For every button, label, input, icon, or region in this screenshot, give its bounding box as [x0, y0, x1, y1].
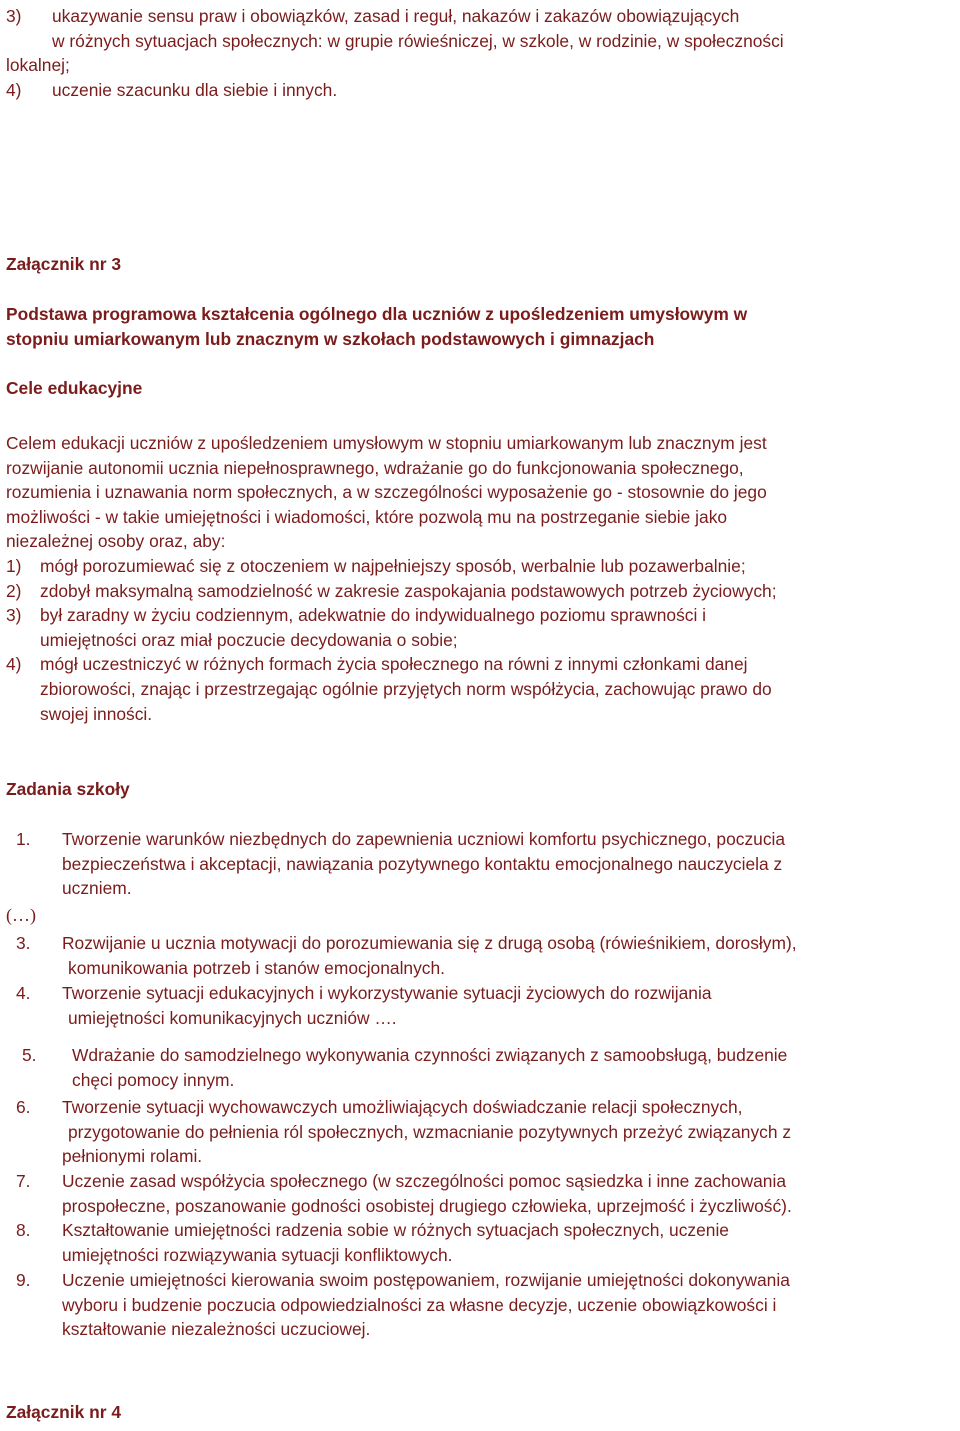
goal-number: 1) [6, 556, 22, 576]
top-list-item-4 [6, 78, 956, 103]
task-text: kształtowanie niezależności uczuciowej. [62, 1319, 371, 1340]
goal-text: mógł porozumiewać się z otoczeniem w najpełniejszy sposób, werbalnie lub pozawerbalnie; [40, 556, 746, 576]
task-text: Uczenie umiejętności kierowania swoim postępowaniem, rozwijanie umiejętności dokonywania [62, 1270, 790, 1290]
task-item-9 [6, 1268, 956, 1342]
task-text: bezpieczeństwa i akceptacji, nawiązania pozytywnego kontaktu emocjonalnego nauczyciela z [62, 853, 783, 874]
list-text-line: lokalnej; [6, 55, 70, 76]
task-text: Tworzenie sytuacji wychowawczych umożliwiających doświadczanie relacji społecznych, [62, 1097, 743, 1117]
list-text-line: w różnych sytuacjach społecznych: w grupie rówieśniczej, w szkole, w rodzinie, w społeczności [52, 30, 784, 51]
task-number: 8. [16, 1220, 31, 1240]
paragraph-line: niezależnej osoby oraz, aby: [6, 531, 226, 552]
goal-text: umiejętności oraz miał poczucie decydowania o sobie; [40, 629, 458, 650]
top-list-item-3 [6, 4, 956, 78]
task-text: pełnionymi rolami. [62, 1146, 203, 1167]
annex-3-heading: Załącznik nr 3 [6, 254, 122, 274]
task-number: 3. [16, 933, 31, 953]
goals-intro [6, 431, 956, 554]
task-number: 7. [16, 1171, 31, 1191]
goal-text: mógł uczestniczyć w różnych formach życia społecznego na równi z innymi członkami danej [40, 654, 748, 675]
task-text: Uczenie zasad współżycia społecznego (w szczególności pomoc sąsiedzka i inne zachowania [62, 1171, 787, 1191]
task-text: chęci pomocy innym. [72, 1069, 235, 1090]
goals-list [6, 554, 956, 726]
task-number: 1. [16, 829, 31, 849]
task-text: komunikowania potrzeb i stanów emocjonalnych. [68, 957, 445, 978]
task-text: przygotowanie do pełnienia ról społecznych, wzmacnianie pozytywnych przeżyć związanych z [68, 1121, 792, 1142]
paragraph-line: rozumienia i uznawania norm społecznych, a w szczególności wyposażenie go - stosownie do jego [6, 482, 767, 503]
task-item-5 [6, 1043, 956, 1092]
goal-item [6, 603, 956, 652]
goal-text: zbiorowości, znając i przestrzegając ogólnie przyjętych norm współżycia, zachowując prawo do [40, 678, 772, 699]
task-number: 4. [16, 983, 31, 1003]
task-item-8 [6, 1218, 956, 1267]
omission-ellipsis: (…) [6, 905, 36, 925]
task-text: wyboru i budzenie poczucia odpowiedzialności za własne decyzje, uczenie obowiązkowości i [62, 1294, 777, 1315]
list-number: 4) [6, 80, 22, 100]
title-line: stopniu umiarkowanym lub znacznym w szkołach podstawowych i gimnazjach [6, 328, 655, 349]
task-item-1 [6, 827, 956, 901]
task-number: 5. [22, 1045, 37, 1065]
task-text: Tworzenie warunków niezbędnych do zapewnienia uczniowi komfortu psychicznego, poczucia [62, 829, 786, 849]
task-item-3 [6, 931, 956, 980]
title-line: Podstawa programowa kształcenia ogólnego dla uczniów z upośledzeniem umysłowym w [6, 304, 748, 324]
task-text: umiejętności rozwiązywania sytuacji konfliktowych. [62, 1244, 453, 1265]
task-text: Kształtowanie umiejętności radzenia sobie w różnych sytuacjach społecznych, uczenie [62, 1220, 729, 1240]
task-item-6 [6, 1095, 956, 1169]
task-number: 6. [16, 1097, 31, 1117]
goals-heading: Cele edukacyjne [6, 378, 143, 398]
goal-text: swojej inności. [40, 703, 153, 724]
paragraph-line: rozwijanie autonomii ucznia niepełnosprawnego, wdrażanie go do funkcjonowania społecznego, [6, 457, 744, 478]
goal-item [6, 652, 956, 726]
task-text: umiejętności komunikacyjnych uczniów …. [68, 1007, 397, 1028]
list-number: 3) [6, 6, 22, 26]
paragraph-line: możliwości - w takie umiejętności i wiadomości, które pozwolą mu na postrzeganie siebie jako [6, 506, 728, 527]
task-text: uczniem. [62, 878, 132, 899]
task-item-7 [6, 1169, 956, 1218]
annex-3-title [6, 302, 956, 351]
goal-number: 4) [6, 654, 22, 675]
goal-number: 3) [6, 605, 22, 626]
goal-number: 2) [6, 580, 22, 601]
task-text: Tworzenie sytuacji edukacyjnych i wykorzystywanie sytuacji życiowych do rozwijania [62, 983, 712, 1003]
list-text-line: uczenie szacunku dla siebie i innych. [52, 80, 338, 100]
task-number: 9. [16, 1270, 31, 1290]
tasks-heading: Zadania szkoły [6, 779, 130, 799]
list-text-line: ukazywanie sensu praw i obowiązków, zasad i reguł, nakazów i zakazów obowiązujących [52, 6, 740, 26]
task-item-4 [6, 981, 956, 1030]
task-text: prospołeczne, poszanowanie godności osobistej drugiego człowieka, uprzejmość i życzliwość). [62, 1195, 792, 1216]
annex-4-heading: Załącznik nr 4 [6, 1402, 122, 1422]
paragraph-line: Celem edukacji uczniów z upośledzeniem umysłowym w stopniu umiarkowanym lub znacznym jest [6, 433, 767, 453]
task-text: Wdrażanie do samodzielnego wykonywania czynności związanych z samoobsługą, budzenie [72, 1045, 788, 1065]
goal-item [6, 554, 956, 579]
goal-item [6, 579, 956, 604]
goal-text: zdobył maksymalną samodzielność w zakresie zaspokajania podstawowych potrzeb życiowych; [40, 580, 777, 601]
task-text: Rozwijanie u ucznia motywacji do porozumiewania się z drugą osobą (rówieśnikiem, dorosłym), [62, 933, 797, 953]
goal-text: był zaradny w życiu codziennym, adekwatnie do indywidualnego poziomu sprawności i [40, 605, 707, 626]
